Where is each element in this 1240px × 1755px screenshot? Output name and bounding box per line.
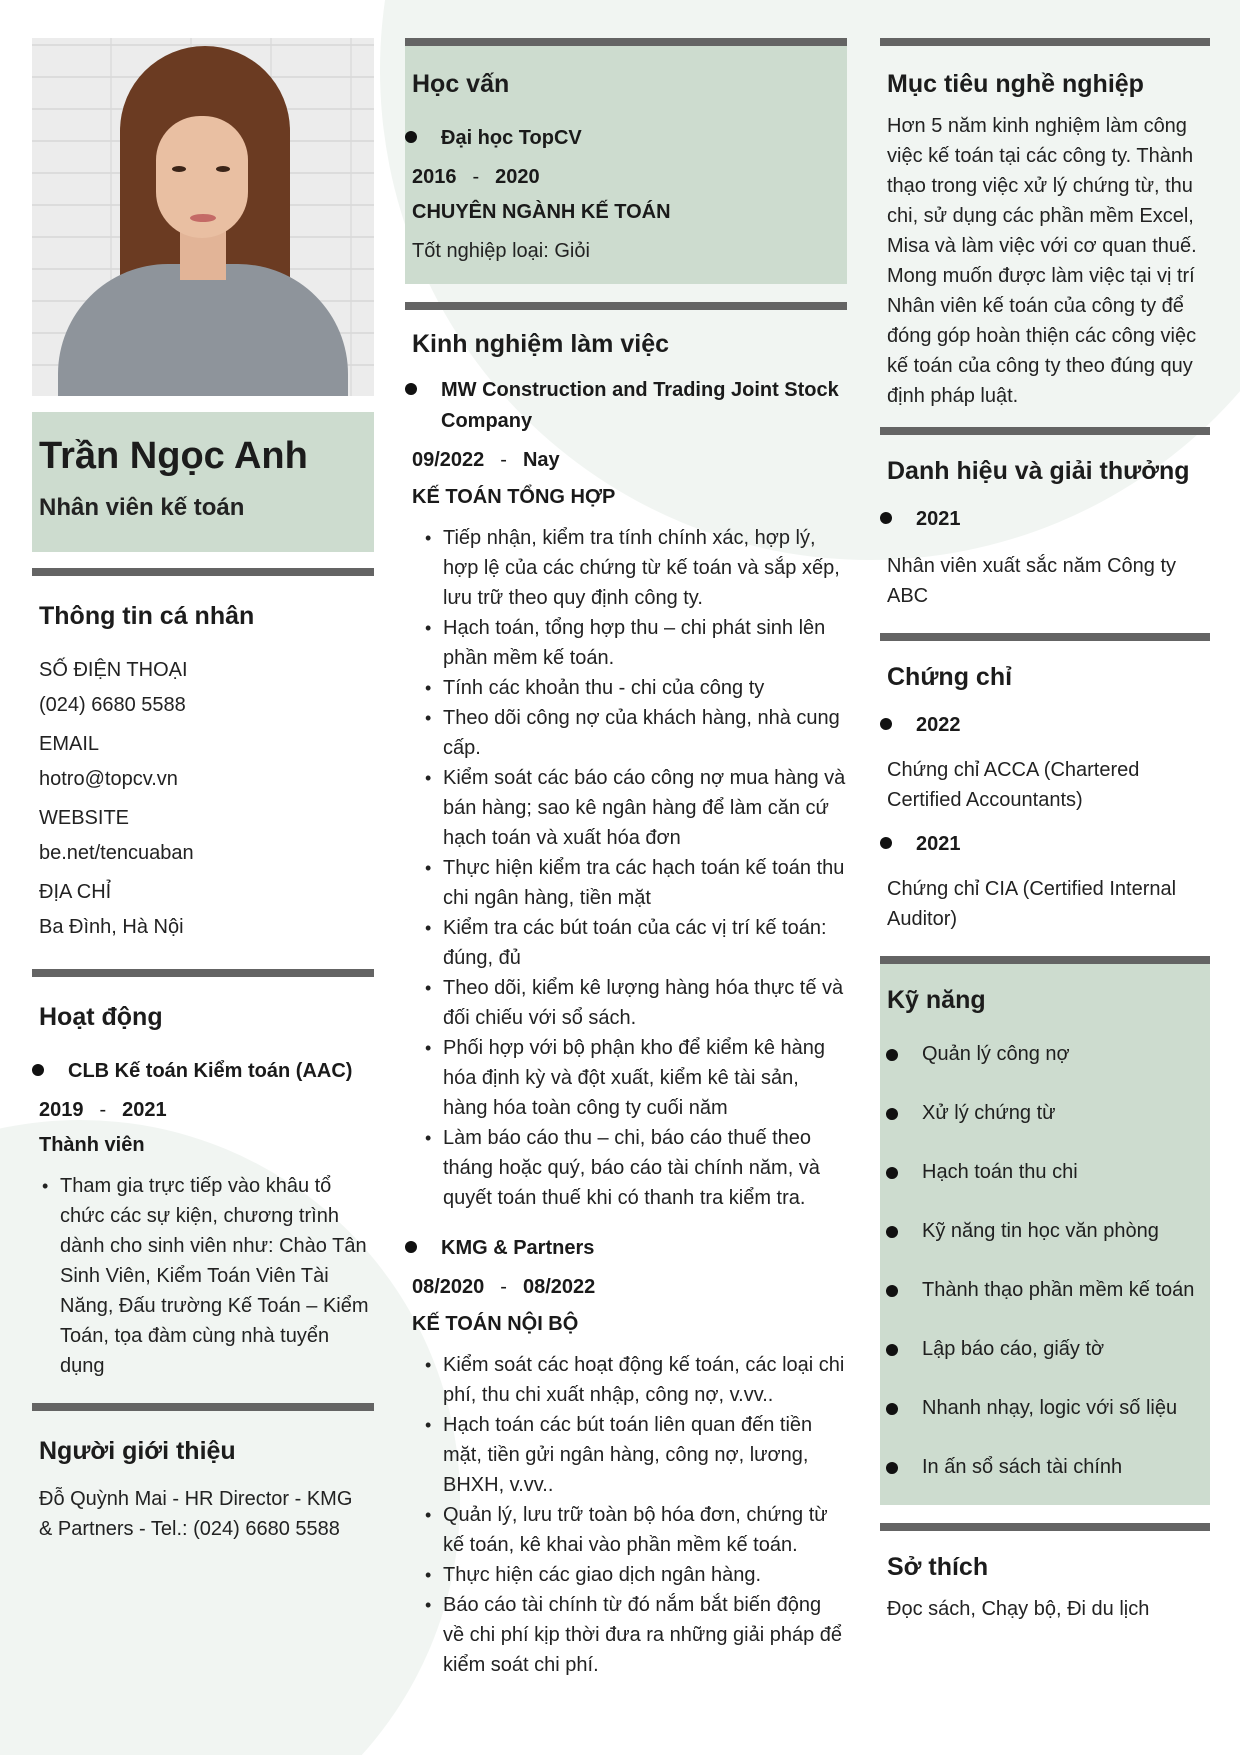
job-task-list [405, 1336, 847, 1680]
date-separator: - [500, 449, 507, 471]
job-company [405, 1223, 847, 1264]
job-company [405, 365, 847, 437]
education-heading: Học vấn [412, 70, 510, 98]
list-item: • Kiểm tra các bút toán của các vị trí kế toán: đúng, đủ [425, 913, 847, 973]
references-heading: Người giới thiệu [39, 1437, 236, 1465]
experience-heading: Kinh nghiệm làm việc [412, 330, 670, 358]
name-box [32, 412, 374, 552]
job-start: 09/2022 [412, 449, 485, 471]
bullet-icon [405, 131, 417, 143]
skill-item [880, 1143, 1210, 1202]
list-item: • Tham gia trực tiếp vào khâu tổ chức các sự kiện, chương trình dành cho sinh viên như: Chào Tân Sinh Viên, Kiểm Toán Viên Tài Năng, Đấu trường Kế Toán – Kiểm Toán, tọa đàm cùng nhà tuyển dụng [42, 1171, 374, 1381]
skill-item [880, 1025, 1210, 1084]
activity-org [32, 1046, 374, 1087]
list-item: • Làm báo cáo thu – chi, báo cáo thuế theo tháng hoặc quý, báo cáo tài chính năm, và quyết toán thuế khi có thanh tra kiểm tra. [425, 1123, 847, 1213]
candidate-title: Nhân viên kế toán [39, 493, 245, 521]
bullet-icon [405, 1241, 417, 1253]
bullet-icon [886, 1167, 898, 1179]
activity-role: Thành viên [39, 1134, 145, 1156]
job-entry [405, 1223, 847, 1680]
skill-label: Lập báo cáo, giấy tờ [922, 1338, 1105, 1360]
job-position: KẾ TOÁN NỘI BỘ [412, 1313, 579, 1335]
section-divider [32, 568, 374, 576]
email-value[interactable]: hotro@topcv.vn [39, 768, 178, 790]
certificate-year-text: 2022 [916, 714, 961, 736]
personal-info-section [32, 568, 374, 939]
list-item: • Hạch toán các bút toán liên quan đến tiền mặt, tiền gửi ngân hàng, công nợ, lương, BHXH, v.vv.. [425, 1410, 847, 1500]
activities-heading: Hoạt động [39, 1003, 163, 1031]
job-end: Nay [522, 449, 560, 471]
date-separator: - [500, 1276, 507, 1298]
school-name: Đại học TopCV [441, 127, 582, 149]
job-position: KẾ TOÁN TỔNG HỢP [412, 486, 616, 508]
company-name: MW Construction and Trading Joint Stock Company [441, 379, 839, 432]
certificates-section [880, 633, 1210, 934]
section-divider [405, 38, 847, 46]
education-section [405, 38, 847, 284]
hobbies-section [880, 1523, 1210, 1624]
job-start: 08/2020 [412, 1276, 485, 1298]
address-value: Ba Đình, Hà Nội [39, 916, 184, 938]
award-year-text: 2021 [916, 508, 961, 530]
hobbies-text: Đọc sách, Chạy bộ, Đi du lịch [887, 1598, 1150, 1620]
activity-end: 2021 [122, 1099, 167, 1121]
certificate-text: Chứng chỉ ACCA (Chartered Certified Accountants) [887, 759, 1140, 811]
awards-section [880, 427, 1210, 611]
bullet-icon [32, 1064, 44, 1076]
phone-label: SỐ ĐIỆN THOẠI [39, 659, 188, 681]
date-separator: - [472, 166, 480, 188]
education-school [405, 113, 847, 154]
education-major: CHUYÊN NGÀNH KẾ TOÁN [412, 201, 671, 223]
bullet-icon [886, 1462, 898, 1474]
section-divider [880, 427, 1210, 435]
skills-section [880, 956, 1210, 1505]
list-item: • Quản lý, lưu trữ toàn bộ hóa đơn, chứng từ kế toán, kê khai vào phần mềm kế toán. [425, 1500, 847, 1560]
bullet-icon [880, 837, 892, 849]
left-column [32, 38, 374, 1544]
date-separator: - [99, 1099, 107, 1121]
job-task-list [405, 509, 847, 1213]
list-item: • Báo cáo tài chính từ đó nắm bắt biến động về chi phí kịp thời đưa ra những giải pháp để kiểm soát chi phí. [425, 1590, 847, 1680]
skill-label: In ấn sổ sách tài chính [922, 1456, 1123, 1478]
list-item: • Hạch toán, tổng hợp thu – chi phát sinh lên phần mềm kế toán. [425, 613, 847, 673]
list-item: • Thực hiện kiểm tra các hạch toán kế toán thu chi ngân hàng, tiền mặt [425, 853, 847, 913]
activity-dates [32, 1087, 374, 1122]
address-label: ĐỊA CHỈ [39, 881, 112, 903]
bullet-icon [886, 1108, 898, 1120]
website-value[interactable]: be.net/tencuaban [39, 842, 194, 864]
list-item: • Phối hợp với bộ phận kho để kiểm kê hàng hóa định kỳ và đột xuất, kiểm kê tài sản, hàng hóa toàn công ty cuối năm [425, 1033, 847, 1123]
bullet-icon [880, 718, 892, 730]
certificate-text: Chứng chỉ CIA (Certified Internal Auditor) [887, 878, 1177, 930]
email-label: EMAIL [39, 733, 100, 755]
activities-section [32, 969, 374, 1381]
section-divider [880, 956, 1210, 964]
skill-item [880, 1202, 1210, 1261]
objective-section [880, 38, 1210, 411]
education-note: Tốt nghiệp loại: Giỏi [412, 240, 590, 262]
objective-heading: Mục tiêu nghề nghiệp [887, 70, 1144, 98]
bullet-icon [886, 1049, 898, 1061]
list-item: • Theo dõi công nợ của khách hàng, nhà cung cấp. [425, 703, 847, 763]
education-dates [405, 154, 847, 189]
skill-label: Kỹ năng tin học văn phòng [922, 1220, 1159, 1242]
list-item: • Thực hiện các giao dịch ngân hàng. [425, 1560, 847, 1590]
skills-heading: Kỹ năng [887, 986, 986, 1014]
hobbies-heading: Sở thích [887, 1553, 989, 1581]
skill-label: Hạch toán thu chi [922, 1161, 1078, 1183]
personal-info-heading: Thông tin cá nhân [39, 602, 255, 630]
job-dates [405, 1264, 847, 1299]
bullet-icon [405, 383, 417, 395]
awards-heading: Danh hiệu và giải thưởng [887, 457, 1190, 485]
list-item: • Theo dõi, kiểm kê lượng hàng hóa thực tế và đối chiếu với sổ sách. [425, 973, 847, 1033]
skill-item [880, 1379, 1210, 1438]
reference-text: Đỗ Quỳnh Mai - HR Director - KMG & Partners - Tel.: (024) 6680 5588 [39, 1488, 353, 1540]
certificates-heading: Chứng chỉ [887, 663, 1013, 691]
bullet-icon [886, 1285, 898, 1297]
award-text: Nhân viên xuất sắc năm Công ty ABC [887, 555, 1177, 607]
references-section [32, 1403, 374, 1544]
section-divider [405, 302, 847, 310]
company-name: KMG & Partners [441, 1237, 595, 1259]
skill-item [880, 1261, 1210, 1320]
award-year [880, 494, 1210, 535]
skill-item [880, 1084, 1210, 1143]
right-column [880, 38, 1210, 1624]
education-end: 2020 [495, 166, 540, 188]
section-divider [880, 1523, 1210, 1531]
list-item: • Kiểm soát các báo cáo công nợ mua hàng và bán hàng; sao kê ngân hàng để làm căn cứ hạch toán và xuất hóa đơn [425, 763, 847, 853]
certificate-year [880, 700, 1210, 741]
job-dates [405, 437, 847, 472]
experience-section [405, 302, 847, 1680]
section-divider [32, 1403, 374, 1411]
profile-photo [32, 38, 374, 396]
skill-label: Xử lý chứng từ [922, 1102, 1056, 1124]
certificate-year-text: 2021 [916, 833, 961, 855]
website-label: WEBSITE [39, 807, 130, 829]
bullet-icon [886, 1226, 898, 1238]
list-item: • Tiếp nhận, kiểm tra tính chính xác, hợp lý, hợp lệ của các chứng từ kế toán và sắp xếp, lưu trữ theo quy định công ty. [425, 523, 847, 613]
education-start: 2016 [412, 166, 457, 188]
objective-text: Hơn 5 năm kinh nghiệm làm công việc kế toán tại các công ty. Thành thạo trong việc xử lý chứng từ, thu chi, sử dụng các phần mềm Excel, Misa và làm việc với cơ quan thuế. Mong muốn được làm việc tại vị trí Nhân viên kế toán của công ty để đóng góp hoàn thiện các công việc kế toán của công ty theo đúng quy định pháp luật. [887, 115, 1197, 407]
certificate-year [880, 815, 1210, 860]
bullet-icon [880, 512, 892, 524]
section-divider [880, 633, 1210, 641]
middle-column [405, 38, 847, 1680]
candidate-name: Trần Ngọc Anh [39, 435, 308, 477]
skill-item [880, 1320, 1210, 1379]
skill-label: Nhanh nhạy, logic với số liệu [922, 1397, 1178, 1419]
section-divider [32, 969, 374, 977]
activity-start: 2019 [39, 1099, 84, 1121]
job-end: 08/2022 [522, 1276, 596, 1298]
activity-org-name: CLB Kế toán Kiểm toán (AAC) [68, 1060, 353, 1082]
bullet-icon [886, 1403, 898, 1415]
list-item: • Kiểm soát các hoạt động kế toán, các loại chi phí, thu chi xuất nhập, công nợ, v.vv.. [425, 1350, 847, 1410]
activity-list [32, 1157, 374, 1381]
section-divider [880, 38, 1210, 46]
bullet-icon [886, 1344, 898, 1356]
job-entry [405, 365, 847, 1213]
list-item: • Tính các khoản thu - chi của công ty [425, 673, 847, 703]
skill-label: Thành thạo phần mềm kế toán [922, 1279, 1195, 1301]
skill-label: Quản lý công nợ [922, 1043, 1070, 1065]
phone-value: (024) 6680 5588 [39, 694, 186, 716]
skill-item [880, 1438, 1210, 1497]
